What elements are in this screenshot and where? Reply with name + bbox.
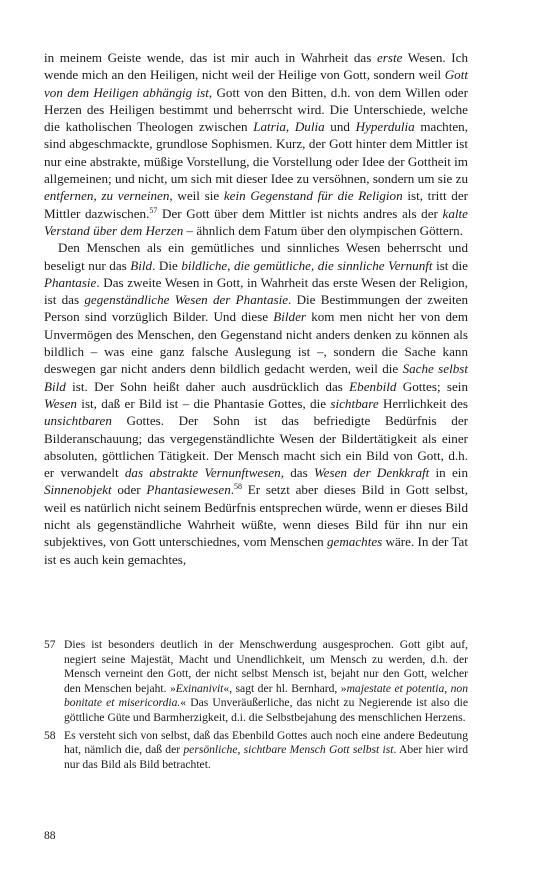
text-run: Es versteht sich von selbst, daß das Ebenbild Gottes auch noch eine andere Bedeutung hat, nämlich die, daß der xyxy=(64,728,468,757)
italic-run: entfernen, zu verneinen xyxy=(44,188,170,204)
text-run: , das xyxy=(280,465,314,481)
italic-run: gemachtes xyxy=(326,534,383,550)
footnotes xyxy=(44,638,468,775)
text-run: kom men nicht her von dem Unvermögen des Menschen, den Gegenstand nicht anders denken zu können als bildlich – was eine ganz falsche Auslegung ist –, sondern die Sache kann deswegen gar nicht anders denn bildlich gedacht werden, weil die xyxy=(44,309,468,377)
italic-run: kein Gegenstand für die Religion xyxy=(223,188,403,204)
text-run: – ähnlich dem Fatum über den olympischen Göttern. xyxy=(183,222,463,238)
italic-run: sichtbare xyxy=(330,395,379,411)
italic-run: Gott von dem Heiligen abhängig ist xyxy=(44,67,468,100)
text-run: Wesen. Ich wende mich an den Heiligen, nicht weil der Heilige von Gott, sondern weil xyxy=(44,50,468,83)
italic-run: kalte Verstand über dem Herzen xyxy=(44,205,468,238)
footnote-ref: 57 xyxy=(149,205,158,215)
text-run: ist. Der Sohn heißt daher auch ausdrücklich das xyxy=(65,378,350,394)
footnote-text xyxy=(64,638,468,726)
italic-run: bildliche, die gemütliche, die sinnliche Vernunft xyxy=(181,257,433,273)
text-run: . Die Bestimmungen der zweiten Person sind vorzüglich Bilder. Und diese xyxy=(44,292,468,325)
footnote-text xyxy=(64,729,468,773)
italic-run: Ebenbild xyxy=(349,378,397,394)
text-run: Herrlichkeit des xyxy=(378,395,468,411)
text-run: , Gott von den Bitten, d.h. von dem Willen oder Herzen des Heiligen bestimmt und beherrscht wird. Die Unterschiede, welche die katholischen Theologen zwischen xyxy=(44,84,468,135)
text-run: Den Menschen als ein gemütliches und sinnliches Wesen beherrscht und beseligt nur das xyxy=(44,240,468,273)
text-run: Dies ist besonders deutlich in der Menschwerdung ausgesprochen. Gott gibt auf, negiert seine Majestät, Macht und Unendlichkeit, um Mensch zu werden, d.h. der Mensch verneint den Gott, der nicht selbst Mensch ist, bejaht nur den Gott, welcher den Menschen bejaht. » xyxy=(64,638,468,695)
footnote-58 xyxy=(44,729,468,773)
text-run: . Die xyxy=(152,257,182,273)
italic-run: Phantasiewesen xyxy=(146,482,231,498)
italic-run: majestate et potentia, non bonitate et misericordia. xyxy=(64,681,468,710)
italic-run: Latria, Dulia xyxy=(253,119,325,135)
paragraph-1 xyxy=(44,49,468,239)
italic-run: Sinnenobjekt xyxy=(44,482,112,498)
text-run: , weil sie xyxy=(169,188,224,204)
text-run: « Das Unveräußerliche, das nicht zu Negierende ist also die göttliche Güte und Barmherzigkeit, d.i. die Selbstbejahung des menschlichen Herzens. xyxy=(64,696,468,724)
italic-run: Hyperdulia xyxy=(355,119,415,135)
paragraph-2 xyxy=(44,239,468,568)
italic-run: Bilder xyxy=(273,309,307,325)
text-run: . xyxy=(230,482,235,498)
text-run: Gottes. Der Sohn ist das befriedigte Bedürfnis der Bilderanschauung; das vergegenständlichte Wesen der Bildertätigkeit als einer absoluten, göttlichen Tätigkeit. Der Mensch macht sich ein Bild von Gott, d.h. er verwandelt xyxy=(44,413,468,481)
footnote-57 xyxy=(44,638,468,726)
text-run: machten, sind abgeschmackte, grundlose Sophismen. Kurz, der Gott hinter dem Mittler ist nur eine abstrakte, müßige Vorstellung, die Vorstellung oder Idee der Gottheit im allgemeinen; und nicht, um sich mit dieser Idee zu versöhnen, sondern um sie zu xyxy=(44,119,468,187)
italic-run: das abstrakte Vernunftwesen xyxy=(124,465,281,481)
text-run: in meinem Geiste wende, das ist mir auch in Wahrheit das xyxy=(44,50,377,65)
italic-run: Sache selbst Bild xyxy=(44,361,468,394)
text-run: ist die xyxy=(432,257,468,273)
text-run: Er setzt aber dieses Bild in Gott selbst, weil es natürlich nicht seinem Bedürfnis entsprechen würde, wenn er dieses Bild nicht als gegenständliche Wahrheit wüßte, wenn dieses Bild für ihn nur ein subjektives, von Gott unterschiednes, vom Menschen xyxy=(44,482,468,550)
italic-run: erste xyxy=(376,50,403,65)
italic-run: gegenständliche Wesen der Phantasie xyxy=(84,292,289,308)
main-text xyxy=(44,49,468,568)
text-run: Der Gott über dem Mittler ist nichts andres als der xyxy=(157,205,443,221)
text-run: oder xyxy=(111,482,147,498)
text-run: . Aber hier wird nur das Bild als Bild betrachtet. xyxy=(64,743,468,771)
footnote-number: 58 xyxy=(44,728,56,742)
text-run: . Das zweite Wesen in Gott, in Wahrheit das erste Wesen der Religion, ist das xyxy=(44,274,468,308)
italic-run: Phantasie xyxy=(44,274,97,290)
text-run: und xyxy=(324,119,356,135)
italic-run: Wesen xyxy=(44,395,77,411)
text-run: in ein xyxy=(429,465,468,481)
italic-run: Exinanivit xyxy=(175,681,224,695)
text-run: ist, tritt der Mittler dazwischen. xyxy=(44,188,469,221)
footnote-ref: 58 xyxy=(234,482,243,492)
text-run: «, sagt der hl. Bernhard, » xyxy=(223,681,347,695)
italic-run: Wesen der Denkkraft xyxy=(313,465,430,481)
text-run: Gottes; sein xyxy=(396,378,468,394)
italic-run: persönliche, sichtbare Mensch Gott selbst ist xyxy=(183,743,394,757)
footnote-number: 57 xyxy=(44,638,56,651)
text-run: ist, daß er Bild ist – die Phantasie Gottes, die xyxy=(76,395,331,411)
text-run: wäre. In der Tat ist es auch kein gemachtes, xyxy=(44,534,468,567)
italic-run: Bild xyxy=(130,257,153,273)
page-number: 88 xyxy=(44,829,56,842)
italic-run: unsichtbaren xyxy=(44,413,112,429)
